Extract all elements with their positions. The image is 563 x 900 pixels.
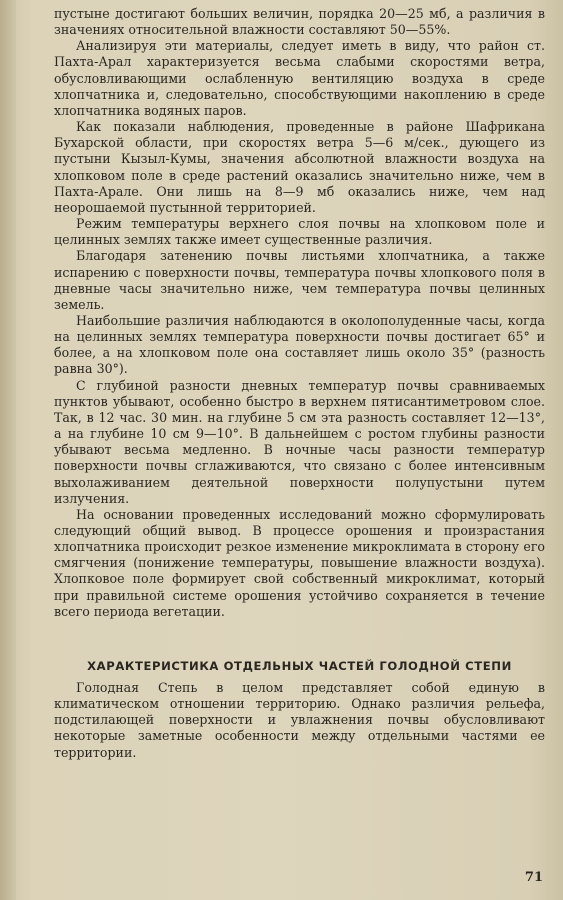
page-number: 71 <box>524 869 543 885</box>
paragraph: Анализируя эти материалы, следует иметь в виду, что район ст. Пахта-Арал характеризуется весьма слабыми скоростями ветра, обусловливающими ослабленную вентиляцию воздуха в среде хлопчатника и, следовательно, способствующими накоплению в среде хлопчатника водяных паров. <box>54 38 545 118</box>
paragraph: Режим температуры верхнего слоя почвы на хлопковом поле и целинных землях также имеет существенные различия. <box>54 216 545 248</box>
section-heading: ХАРАКТЕРИСТИКА ОТДЕЛЬНЫХ ЧАСТЕЙ ГОЛОДНОЙ СТЕПИ <box>87 658 512 673</box>
paragraph: Благодаря затенению почвы листьями хлопчатника, а также испарению с поверхности почвы, температура почвы хлопкового поля в дневные часы значительно ниже, чем температура почвы целинных земель. <box>54 248 545 312</box>
paragraph: Наибольшие различия наблюдаются в околополуденные часы, когда на целинных землях температура поверхности почвы достигает 65° и более, а на хлопковом поле она составляет лишь около 35° (разность равна 30°). <box>54 312 545 377</box>
section-paragraph: Голодная Степь в целом представляет собой единую в климатическом отношении территорию. Однако различия рельефа, подстилающей поверхности и увлажнения почвы обусловливают некоторые заметные особенности между отдельными частями ее территории. <box>54 679 545 760</box>
paragraph: Как показали наблюдения, проведенные в районе Шафрикана Бухарской области, при скоростях ветра 5—6 м/сек., дующего из пустыни Кызыл-Кумы, значения абсолютной влажности воздуха на хлопковом поле в среде растений оказались значительно ниже, чем в Пахта-Арале. Они лишь на 8—9 мб оказались ниже, чем над неорошаемой пустынной территорией. <box>54 119 545 215</box>
paragraph-continued: пустыне достигают больших величин, порядка 20—25 мб, а различия в значениях относительной влажности составляют 50—55%. <box>54 6 545 38</box>
paragraph: С глубиной разности дневных температур почвы сравниваемых пунктов убывают, особенно быстро в верхнем пятисантиметровом слое. Так, в 12 час. 30 мин. на глубине 5 см эта разность составляет 12—13°, а на глубине 10 см 9—10°. В дальнейшем с ростом глубины разности убывают весьма медленно. В ночные часы разности температур поверхности почвы сглаживаются, что связано с более интенсивным выхолаживанием деятельной поверхности полупустыни путем излучения. <box>54 377 545 506</box>
paragraph: На основании проведенных исследований можно сформулировать следующий общий вывод. В процессе орошения и произрастания хлопчатника происходит резкое изменение микроклимата в сторону его смягчения (понижение температуры, повышение влажности воздуха). Хлопковое поле формирует свой собственный микроклимат, который при правильной системе орошения устойчиво сохраняется в течение всего периода вегетации. <box>54 506 545 619</box>
